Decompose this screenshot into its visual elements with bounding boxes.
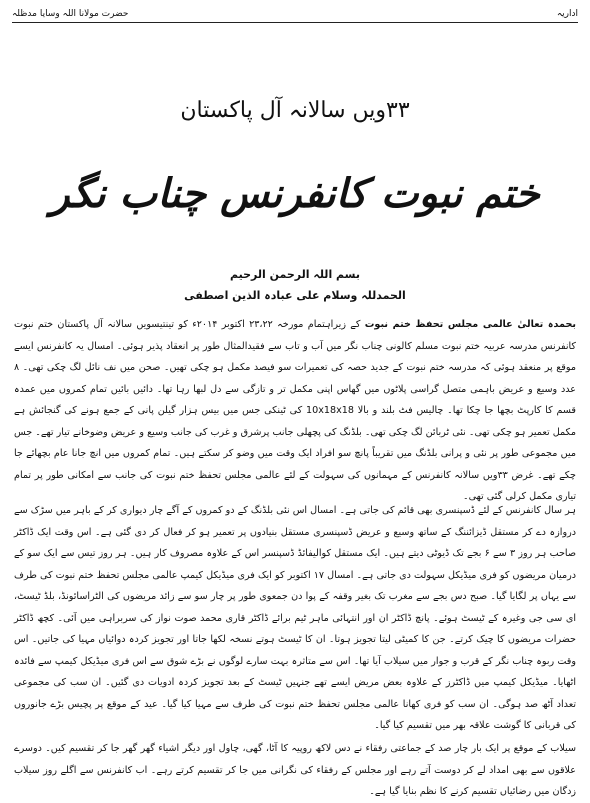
running-header bbox=[12, 6, 578, 23]
paragraph-text: سیلاب کے موقع پر ایک بار چار صد کے جماعتی رفقاء نے دس لاکھ روپیہ کا آٹا، گھی، چاول اور دیگر اشیاء گھر گھر جا کر تقسیم کیں۔ دوسرے علاقوں سے بھی امداد لے کر دوست آتے رہے اور مجلس کے رفقاء کی نگرانی میں جا کر تقسیم کرتے رہے۔ اب کانفرنس سے اگلے روز سیلاب زدگان میں رضائیاں تقسیم کرنے کا نظم بنایا گیا ہے۔ bbox=[14, 743, 576, 797]
paragraph-text: کے زیراہتمام مورخہ ۲۳،۲۲ اکتوبر ۲۰۱۴ء کو تینتیسویں سالانہ آل پاکستان ختم نبوت کانفرنس مدرسہ عربیہ ختم نبوت مسلم کالونی چناب نگر میں آب و تاب سے فقیدالمثال طور پر انعقاد پذیر ہوئی۔ امسال یہ کانفرنس ایسے موقع پر منعقد ہوئی کہ مدرسہ ختم نبوت کے جدید حصہ کی تعمیرات سو فیصد مکمل ہو چکی تھیں۔ صحن میں نف نائل لگ چکی تھی۔ ۸ عدد وسیع و عریض باہمی متصل گراسی پلاٹوں میں گھاس اپنی مکمل تر و تازگی سے دل لبھا رہا تھا۔ دائیں بائیں تمام کمروں میں عمدہ قسم کا کارپٹ بچھا جا چکا تھا۔ چالیس فٹ بلند و بالا 10x18x18 کی ٹینکی جس میں بیس ہزار گیلن پانی کے جمع ہونے کی گنجائش ہے مکمل تعمیر ہو چکی تھی۔ نئی ٹربائن لگ چکی تھی۔ بلڈنگ کی پچھلی جانب پرشرق و غرب کی جانب وسیع و عریض وضوخانے تیار تھے۔ جس میں مجموعی طور پر نئی و پرانی بلڈنگ میں تقریباً پانچ سو افراد ایک وقت میں وضو کر سکتے ہیں۔ تمام کمروں میں انچ جانا عام بچھائے جا چکے تھے۔ غرض ۳۳ویں سالانہ کانفرنس کے مہمانوں کی سہولت کے لئے عالمی مجلس تحفظ ختم نبوت کی جانب سے امکانی طور پر تمام تیاری مکمل کرلی گئی تھی۔ bbox=[14, 319, 576, 502]
body-paragraph-2 bbox=[14, 500, 576, 737]
paragraph-lead: بحمدہ تعالیٰ عالمی مجلس تحفظ ختم نبوت bbox=[364, 319, 576, 330]
body-paragraph-3 bbox=[14, 738, 576, 803]
bismillah-line: بسم اللہ الرحمن الرحیم bbox=[229, 268, 360, 281]
salutation-line: الحمدللہ وسلام علی عبادہ الذین اصطفی bbox=[184, 289, 406, 302]
paragraph-text: ہر سال کانفرنس کے لئے ڈسپنسری بھی قائم کی جاتی ہے۔ امسال اس نئی بلڈنگ کے دو کمروں کے آگے چار دیواری کر کے باہر میں سڑک سے دروازہ دے کر مستقل ڈیزائننگ کے ساتھ وسیع و عریض ڈسپنسری مستقل بنیادوں پر تعمیر ہو کر فعال کر دی گئی ہے۔ اس وقت ایک ڈاکٹر صاحب ہر روز ۳ سے ۶ بجے تک ڈیوٹی دیتے ہیں۔ ایک مستقل کوالیفائڈ ڈسپنسر اس کے علاوہ مصروف کار ہیں۔ ہر روز تیس سے ایک سو کے درمیان مریضوں کو فری میڈیکل سہولت دی جاتی ہے۔ امسال ۱۷ اکتوبر کو ایک فری میڈیکل کیمپ عالمی مجلس تحفظ ختم نبوت کی طرف سے یہاں پر لگایا گیا۔ صبح دس بجے سے مغرب تک بغیر وقفہ کے پوا دن جمعوی طور پر چار سو سے زائد مریضوں کی الٹراسائونڈ، بلڈ ٹیسٹ، ای سی جی وغیرہ کے ٹیسٹ ہوئے۔ پانچ ڈاکٹر ان اور انتہائی ماہر ٹیم برائے ڈاکٹر قاری محمد صوت نواز کی سربراہی میں آئی۔ کچھ ڈاکٹر حضرات مریضوں کا چیک کرتے۔ جن کا کمیٹی لیتا تجویز ہوتا۔ ان کا ٹیسٹ ہوتے نسخہ لکھا جاتا اور تجویز کردہ دوائیاں مہیا کی جاتیں۔ اس وقت ربوہ چناب نگر کے قرب و جوار میں سیلاب آیا تھا۔ اس سے متاثرہ بہت سارے لوگوں نے بڑے شوق سے اس فری میڈیکل کیمپ سے فائدہ اٹھایا۔ میڈیکل کیمپ میں ڈاکٹرز کے علاوہ بعض مریض ایسے تھے جنہیں ٹیسٹ کے بعد تجویز کردہ ادویات دی گئیں۔ ان سب کی مجموعی تعداد آٹھ صد ہوگی۔ ان سب کو فری کھانا عالمی مجلس تحفظ ختم نبوت کی طرف سے مہیا کیا گیا۔ عید کے موقع پر پچیس بڑے جانوروں کی قربانی کا گوشت علاقہ بھر میں تقسیم کیا گیا۔ bbox=[14, 505, 576, 731]
section-label: اداریہ bbox=[556, 9, 578, 19]
author-label: حضرت مولانا اللہ وسایا مدظلہ bbox=[12, 9, 129, 19]
article-subtitle: ۳۳ویں سالانہ آل پاکستان bbox=[180, 98, 410, 123]
body-paragraph-1 bbox=[14, 314, 576, 508]
article-title: ختم نبوت کانفرنس چناب نگر bbox=[50, 170, 540, 217]
